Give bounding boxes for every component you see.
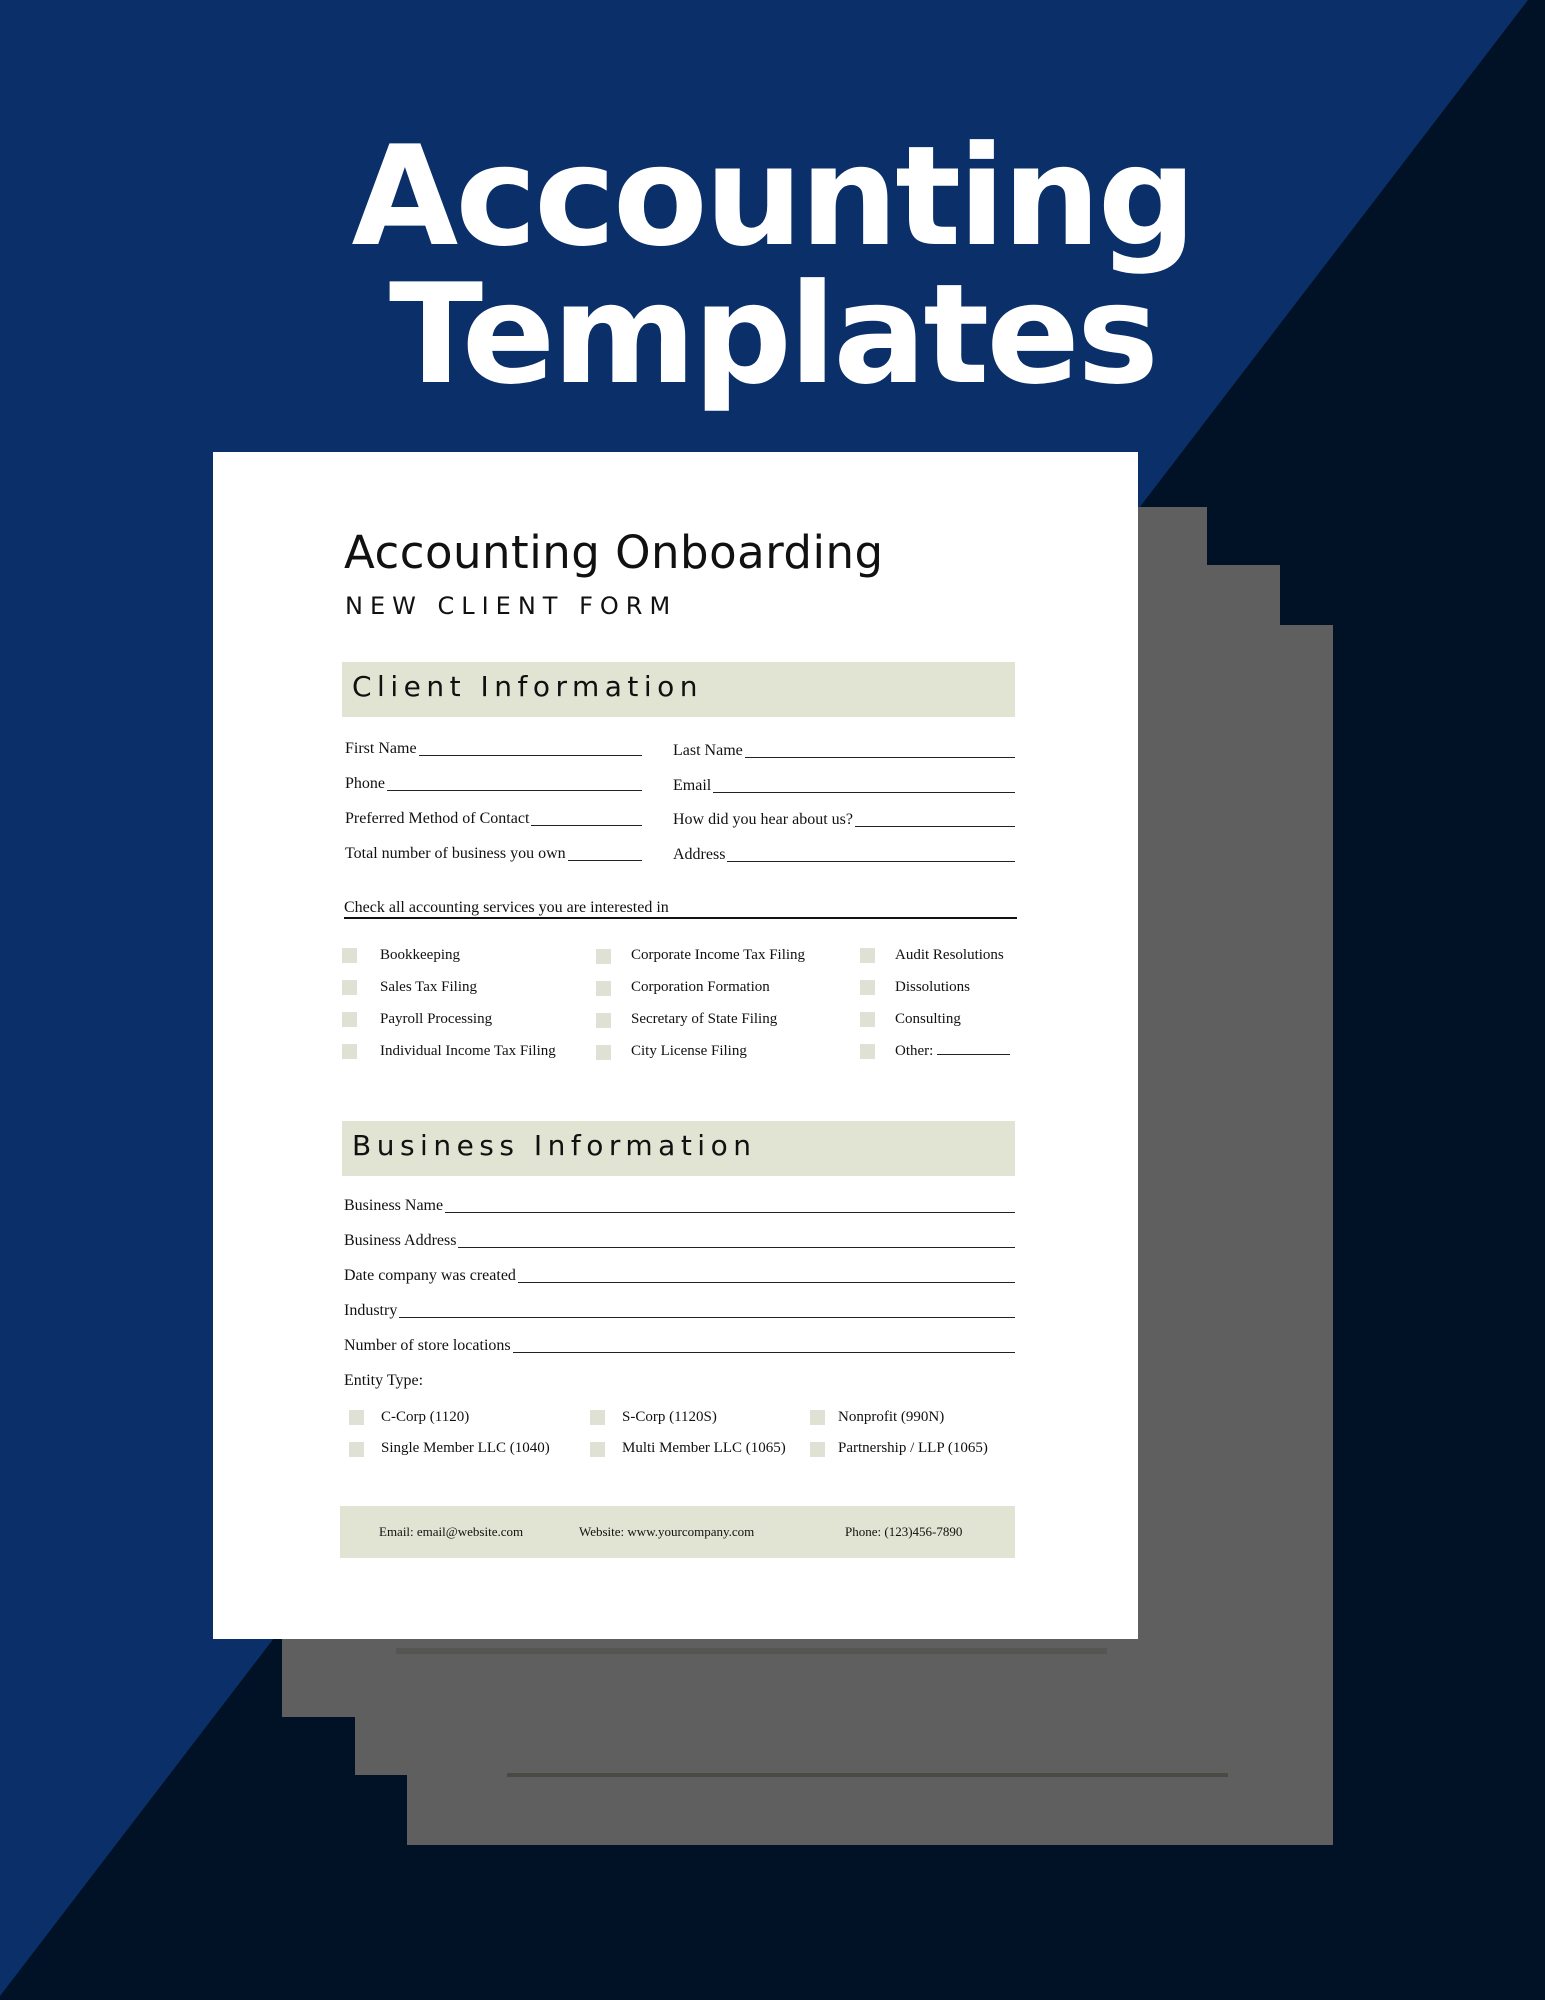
date-created-label: Date company was created [344, 1267, 516, 1284]
secretary-of-state-label: Secretary of State Filing [631, 1011, 778, 1027]
footer-phone: Phone: (123)456-7890 [845, 1524, 963, 1539]
email-label: Email [673, 777, 712, 794]
address-line[interactable] [727, 860, 1015, 862]
business-address-label: Business Address [344, 1232, 457, 1249]
business-count-label: Total number of business you own [345, 845, 566, 862]
business-name-field[interactable] [344, 1197, 1015, 1215]
services-heading: Check all accounting services you are interested in [344, 899, 1017, 919]
headline: Accounting Templates [351, 116, 1194, 415]
shadow-page-rule [507, 1773, 1228, 1777]
consulting-checkbox[interactable] [860, 1012, 875, 1027]
email-line[interactable] [713, 791, 1015, 793]
sales-tax-checkbox[interactable] [342, 980, 357, 995]
client-information-heading: Client Information [352, 670, 704, 703]
store-locations-label: Number of store locations [344, 1337, 511, 1354]
other-checkbox[interactable] [860, 1044, 875, 1059]
corporate-tax-checkbox[interactable] [596, 949, 611, 964]
audit-resolutions-label: Audit Resolutions [895, 947, 1004, 963]
phone-field[interactable] [345, 775, 642, 793]
s-corp-checkbox[interactable] [590, 1410, 605, 1425]
hear-about-label: How did you hear about us? [673, 811, 853, 828]
first-name-label: First Name [345, 740, 417, 757]
nonprofit-label: Nonprofit (990N) [838, 1409, 945, 1425]
date-created-line[interactable] [518, 1281, 1015, 1283]
email-field[interactable] [673, 777, 1015, 795]
address-label: Address [673, 846, 726, 863]
shadow-page-rule [396, 1648, 1107, 1654]
form-subtitle: NEW CLIENT FORM [345, 592, 678, 620]
footer-website: Website: www.yourcompany.com [579, 1524, 755, 1539]
business-name-label: Business Name [344, 1197, 444, 1214]
first-name-field[interactable] [345, 740, 642, 758]
business-address-field[interactable] [344, 1232, 1015, 1250]
last-name-line[interactable] [745, 756, 1015, 758]
dissolutions-checkbox[interactable] [860, 980, 875, 995]
city-license-label: City License Filing [631, 1043, 747, 1059]
other-label: Other: [895, 1043, 934, 1059]
multi-member-llc-checkbox[interactable] [590, 1442, 605, 1457]
bookkeeping-label: Bookkeeping [380, 947, 460, 963]
single-member-llc-checkbox[interactable] [349, 1442, 364, 1457]
client-information-band [342, 662, 1015, 717]
store-locations-field[interactable] [344, 1337, 1015, 1355]
city-license-checkbox[interactable] [596, 1045, 611, 1060]
store-locations-line[interactable] [513, 1351, 1015, 1353]
last-name-field[interactable] [673, 742, 1015, 760]
business-count-line[interactable] [568, 859, 642, 861]
c-corp-label: C-Corp (1120) [381, 1409, 470, 1425]
last-name-label: Last Name [673, 742, 743, 759]
industry-line[interactable] [399, 1316, 1015, 1318]
partnership-checkbox[interactable] [810, 1442, 825, 1457]
entity-type-heading: Entity Type: [344, 1372, 424, 1389]
contact-method-label: Preferred Method of Contact [345, 810, 530, 827]
consulting-label: Consulting [895, 1011, 961, 1027]
industry-field[interactable] [344, 1302, 1015, 1320]
date-created-field[interactable] [344, 1267, 1015, 1285]
form-title: Accounting Onboarding [344, 526, 884, 579]
hear-about-line[interactable] [855, 825, 1015, 827]
footer-email: Email: email@website.com [379, 1524, 524, 1539]
multi-member-llc-label: Multi Member LLC (1065) [622, 1440, 786, 1456]
phone-label: Phone [345, 775, 385, 792]
corporation-formation-checkbox[interactable] [596, 981, 611, 996]
bookkeeping-checkbox[interactable] [342, 948, 357, 963]
hear-about-field[interactable] [673, 811, 1015, 829]
individual-tax-label: Individual Income Tax Filing [380, 1043, 556, 1059]
address-field[interactable] [673, 846, 1015, 864]
payroll-checkbox[interactable] [342, 1012, 357, 1027]
business-name-line[interactable] [445, 1211, 1015, 1213]
secretary-of-state-checkbox[interactable] [596, 1013, 611, 1028]
form-sheet [213, 452, 1138, 1639]
contact-method-field[interactable] [345, 810, 642, 828]
audit-resolutions-checkbox[interactable] [860, 948, 875, 963]
other-line[interactable] [937, 1054, 1010, 1055]
contact-method-line[interactable] [531, 824, 642, 826]
single-member-llc-label: Single Member LLC (1040) [381, 1440, 550, 1456]
individual-tax-checkbox[interactable] [342, 1044, 357, 1059]
industry-label: Industry [344, 1302, 398, 1319]
other-field[interactable] [895, 1043, 1010, 1060]
partnership-label: Partnership / LLP (1065) [838, 1440, 988, 1456]
business-information-heading: Business Information [352, 1129, 757, 1162]
phone-line[interactable] [387, 789, 642, 791]
contact-footer [340, 1506, 1015, 1558]
corporate-tax-label: Corporate Income Tax Filing [631, 947, 806, 963]
corporation-formation-label: Corporation Formation [631, 979, 770, 995]
dissolutions-label: Dissolutions [895, 979, 971, 995]
first-name-line[interactable] [419, 754, 642, 756]
sales-tax-label: Sales Tax Filing [380, 979, 478, 995]
s-corp-label: S-Corp (1120S) [622, 1409, 717, 1425]
payroll-label: Payroll Processing [380, 1011, 493, 1027]
c-corp-checkbox[interactable] [349, 1410, 364, 1425]
business-address-line[interactable] [458, 1246, 1015, 1248]
business-count-field[interactable] [345, 845, 642, 863]
business-information-band [342, 1121, 1015, 1176]
nonprofit-checkbox[interactable] [810, 1410, 825, 1425]
